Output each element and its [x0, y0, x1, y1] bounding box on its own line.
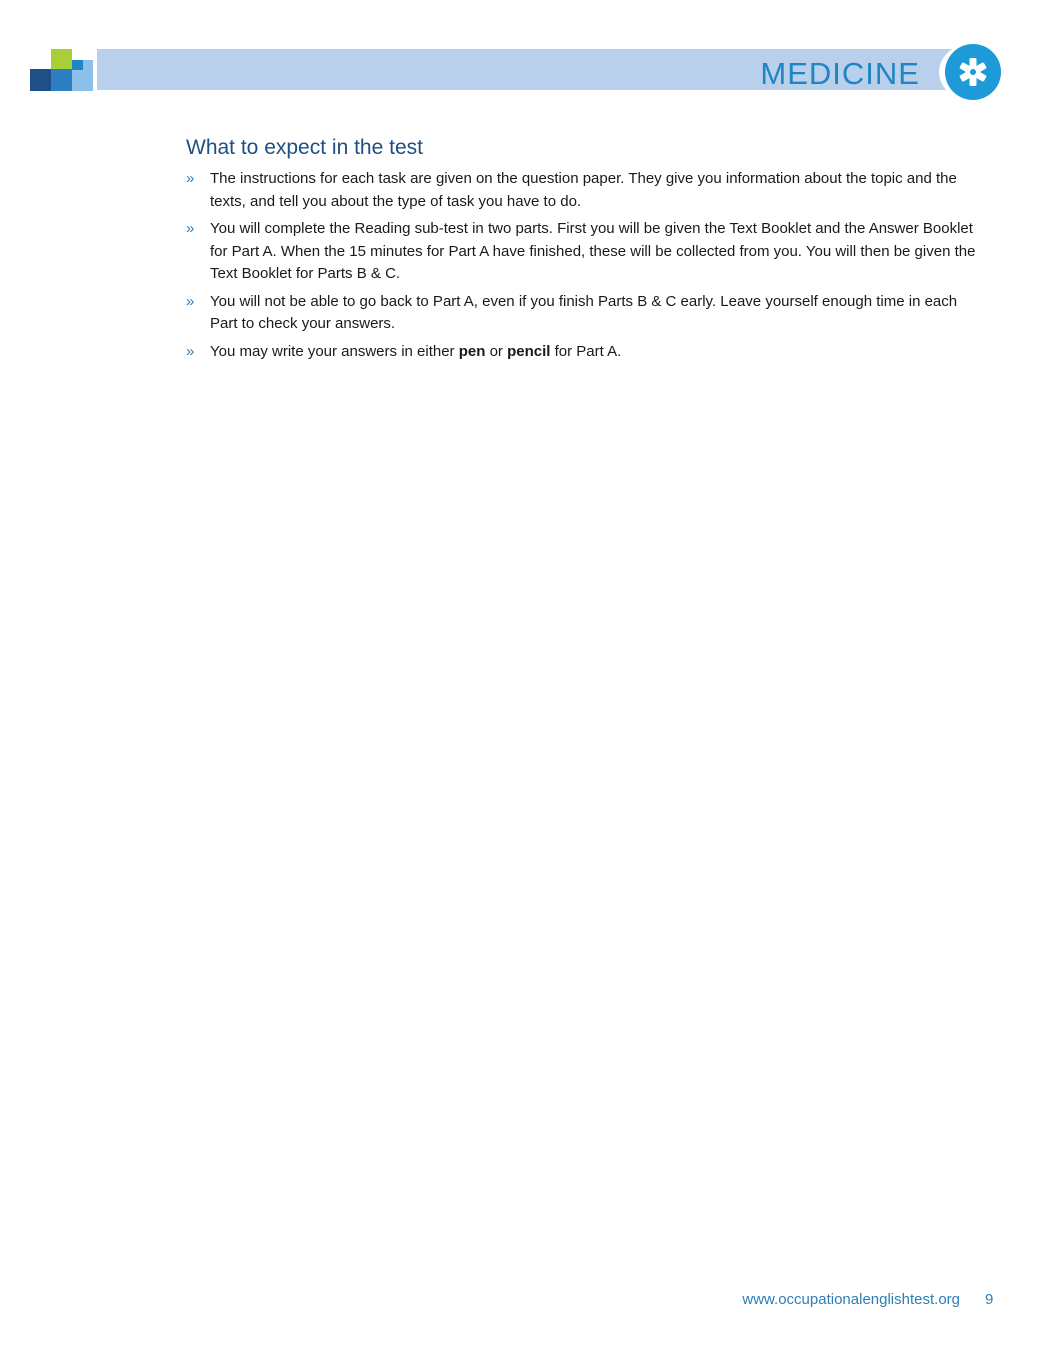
bold-pencil: pencil — [507, 342, 551, 360]
list-item-text: The instructions for each task are given on the question paper. They give you information about the topic and the texts, and tell you about the type of task you have to do. — [210, 170, 957, 210]
section-heading: What to expect in the test — [186, 136, 423, 159]
footer-url[interactable]: www.occupationalenglishtest.org — [742, 1291, 960, 1308]
header-badge — [945, 44, 1001, 100]
list-item-text — [210, 343, 621, 360]
bullet-arrow: » — [186, 342, 195, 360]
bold-pen: pen — [458, 342, 486, 360]
header-title: MEDICINE — [760, 56, 920, 91]
list-item-text: You will complete the Reading sub-test in two parts. First you will be given the Text Booklet and the Answer Booklet for Part A. When the 15 minutes for Part A have finished, these will be collected from you. You will then be given the Text Booklet for Parts B & C. — [210, 220, 976, 282]
medical-star-icon — [945, 44, 1001, 100]
text-segment: for Part A. — [550, 342, 622, 360]
bullet-arrow: » — [186, 170, 195, 187]
bullet-arrow: » — [186, 292, 195, 310]
list-item-text: You will not be able to go back to Part A, even if you finish Parts B & C early. Leave yourself enough time in each Part to check your answers. — [210, 292, 958, 332]
list-item — [186, 218, 976, 286]
page-number: 9 — [985, 1291, 994, 1308]
list-item — [186, 341, 976, 364]
logo-block-navy — [30, 69, 51, 91]
text-segment: or — [485, 342, 508, 360]
list-item — [186, 291, 976, 336]
bullet-arrow: » — [186, 220, 195, 237]
logo-blocks — [30, 49, 94, 91]
logo-block-green — [51, 49, 72, 69]
bullet-list — [186, 168, 976, 368]
text-segment: You may write your answers in either — [210, 342, 459, 360]
logo-block-dark — [72, 60, 83, 70]
list-item — [186, 168, 976, 213]
